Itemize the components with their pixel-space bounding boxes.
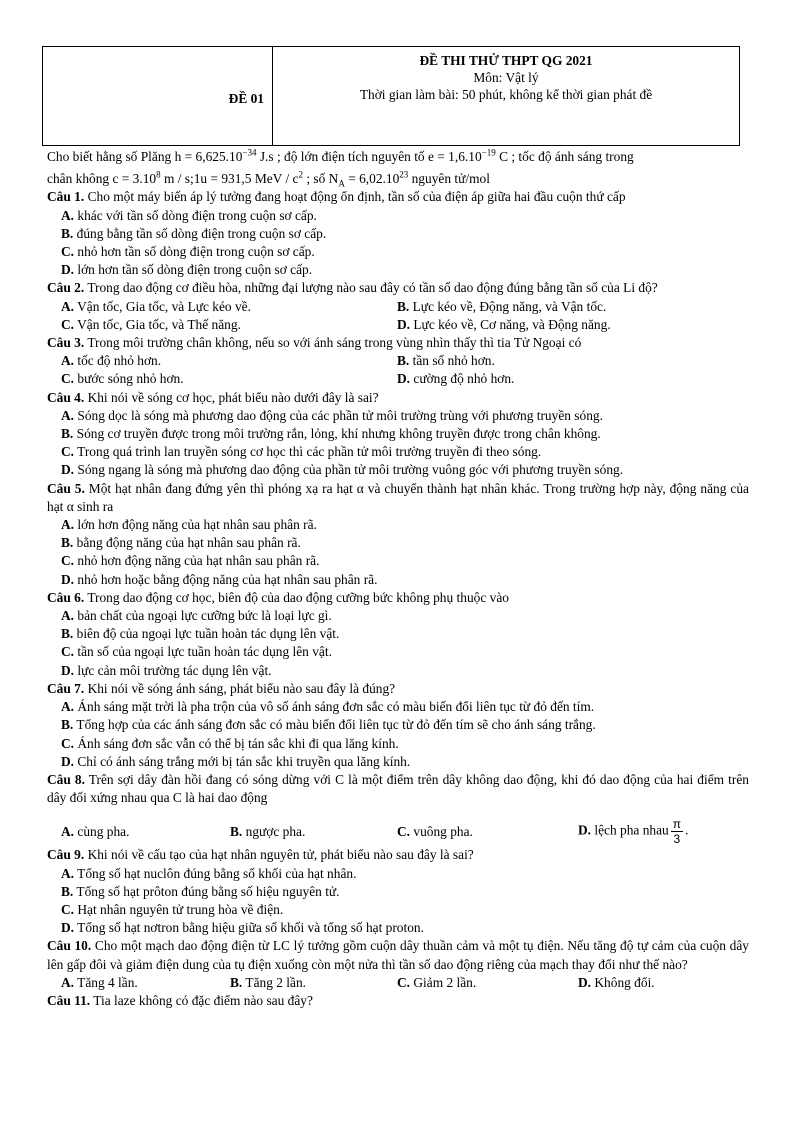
option-text: Giảm 2 lần. [410,974,477,990]
question-label: Câu 11. [47,992,91,1008]
avogadro-exp: 23 [399,169,409,180]
option-letter: A. [61,865,75,881]
option-letter: A. [61,298,75,314]
exam-subject: Môn: Vật lý [473,70,539,85]
option-row [47,207,749,225]
option-cell [397,974,578,992]
option-cell [61,316,397,334]
charge-value: e = 1,6.10 [427,149,482,164]
option-row [47,534,749,552]
answer-option[interactable] [397,824,473,839]
option-cell [397,352,733,370]
exam-time: Thời gian làm bài: 50 phút, không kể thời gian phát đề [359,87,653,102]
option-row [47,407,749,425]
elementary-charge [428,149,496,164]
exam-code: ĐỀ 01 [228,91,264,106]
option-letter: D. [578,822,592,838]
option-letter: B. [61,626,74,642]
option-letter: D. [61,571,75,587]
planck-exp: −34 [242,147,257,158]
answer-option[interactable] [61,317,241,332]
question-text: Tia laze không có đặc điểm nào sau đây? [90,992,313,1008]
constants-line-1 [47,148,749,166]
option-letter: C. [61,244,75,260]
question [47,846,749,864]
question-label: Câu 1. [47,189,85,205]
option-text: Tổng số hạt nơtron bằng hiệu giữa số khối và tổng số hạt proton. [74,920,424,936]
option-letter: D. [61,462,75,478]
option-row [47,370,749,388]
constants-text: J.s ; độ lớn điện tích nguyên tố [256,149,425,164]
option-letter: A. [61,823,75,839]
question [47,279,749,297]
option-row [47,607,749,625]
answer-option[interactable] [61,626,339,641]
option-text: tốc độ nhỏ hơn. [74,353,162,369]
question [47,334,749,352]
answer-option[interactable] [61,608,332,623]
option-cell [61,974,230,992]
option-cell [61,823,230,841]
period: . [685,822,689,838]
option-row [47,261,749,279]
option-cell [397,316,733,334]
light-speed-exp: 8 [156,169,161,180]
option-text: Sóng cơ truyền được trong môi trường rắn, lỏng, khí nhưng không truyền được trong chân không. [73,426,601,442]
answer-option[interactable] [61,553,319,568]
option-row [47,974,749,992]
c-squared-exp: 2 [298,169,303,180]
answer-option[interactable] [61,920,424,935]
answer-option[interactable] [61,262,312,277]
option-row [47,316,749,334]
option-letter: D. [397,371,411,387]
option-row [47,443,749,461]
option-cell [397,298,733,316]
option-text: Hạt nhân nguyên tử trung hòa về điện. [74,901,284,917]
option-text: Lực kéo về, Cơ năng, và Động năng. [410,316,611,332]
question-text: Khi nói về cấu tạo của hạt nhân nguyên tử, phát biểu nào sau đây là sai? [84,847,474,863]
option-row [47,625,749,643]
option-text: ngược pha. [242,823,306,839]
option-text: bước sóng nhỏ hơn. [74,371,184,387]
option-text: tần số của ngoại lực tuần hoàn tác dụng lên vật. [74,644,332,660]
option-letter: A. [61,699,75,715]
answer-option[interactable] [61,535,301,550]
option-text: đúng bằng tần số dòng điện trong cuộn sơ cấp. [73,225,327,241]
option-row [47,552,749,570]
option-text: lớn hơn tần số dòng điện trong cuộn sơ cấp. [74,262,313,278]
option-text: lực cản môi trường tác dụng lên vật. [74,662,272,678]
phase-fraction [671,817,683,846]
option-text: Tăng 4 lần. [74,974,138,990]
question-label: Câu 9. [47,847,85,863]
option-text: Tổng số hạt nuclôn đúng bằng số khối của hạt nhân. [74,865,357,881]
answer-option[interactable] [61,444,541,459]
question [47,771,749,807]
question-text: Trong môi trường chân không, nếu so với ánh sáng trong vùng nhìn thấy thì tia Tử Ngoại có [84,335,582,351]
question [47,680,749,698]
question [47,937,749,973]
option-text: Vận tốc, Gia tốc, và Lực kéo về. [74,298,251,314]
answer-option[interactable] [61,462,623,477]
answer-option[interactable] [397,975,476,990]
option-letter: C. [61,553,75,569]
charge-exp: −19 [481,147,496,158]
answer-option[interactable] [230,824,305,839]
option-letter: D. [61,262,75,278]
answer-option[interactable] [61,244,315,259]
avogadro-number [328,169,409,189]
answer-option[interactable] [578,975,655,990]
option-row [47,901,749,919]
option-cell [61,352,397,370]
light-speed [112,171,303,186]
answer-option[interactable] [61,353,161,368]
option-letter: B. [230,823,243,839]
option-row [47,698,749,716]
question-label: Câu 10. [47,938,92,954]
answer-option[interactable] [61,226,326,241]
option-row [47,298,749,316]
option-letter: C. [397,823,411,839]
question-label: Câu 2. [47,280,85,296]
option-text: tần số nhỏ hơn. [409,353,495,369]
option-letter: A. [61,407,75,423]
option-text: biên độ của ngoại lực tuần hoàn tác dụng lên vật. [73,626,340,642]
option-letter: A. [61,608,75,624]
question-label: Câu 6. [47,589,85,605]
option-letter: A. [61,353,75,369]
answer-option[interactable] [61,884,340,899]
option-cell [397,370,733,388]
answer-option[interactable] [61,517,317,532]
question-label: Câu 8. [47,771,85,787]
option-row [47,817,749,846]
answer-option[interactable] [61,824,129,839]
constants-text: chân không [47,171,110,187]
amu-value: m / s;1u = 931,5 MeV / c [160,171,299,187]
answer-option[interactable] [61,754,410,769]
answer-option[interactable] [230,975,306,990]
avogadro-value: = 6,02.10 [344,171,400,187]
exam-content [47,148,749,1010]
option-text: Không đổi. [591,974,655,990]
option-text: Tổng hợp của các ánh sáng đơn sắc có màu biến đổi liên tục từ đỏ đến tím sẽ cho ánh sáng trắng. [73,717,596,733]
constants-text: C ; tốc độ ánh sáng trong [495,149,634,164]
option-cell [61,370,397,388]
option-cell [578,817,688,846]
question-text: Trên sợi dây đàn hồi đang có sóng dừng với C là một điểm trên dây không dao động, khi đó dao động của hai điểm trên dây đối xứng nhau qua C là hai dao động [47,771,749,806]
fraction-numerator: π [672,817,682,832]
question-text: Trong dao động cơ điều hòa, những đại lượng nào sau đây có tần số dao động đúng bằng tần số của Li độ? [84,280,658,296]
exam-info-cell [273,47,739,145]
constants-text: Cho biết hằng số Plăng [47,149,172,164]
option-row [47,753,749,771]
question-text: Trong dao động cơ học, biên độ của dao động cưỡng bức không phụ thuộc vào [84,589,509,605]
option-text: Sóng dọc là sóng mà phương dao động của các phần tử môi trường trùng với phương truyền sóng. [74,407,603,423]
option-letter: C. [61,901,75,917]
option-text: Ánh sáng mặt trời là pha trộn của vô số ánh sáng đơn sắc có màu biến đổi liên tục từ đỏ đến tím. [74,699,595,715]
exam-title: ĐỀ THI THỬ THPT QG 2021 [419,53,593,68]
option-letter: D. [61,753,75,769]
constants-text: nguyên tử/mol [408,171,490,187]
question-text: Một hạt nhân đang đứng yên thì phóng xạ ra hạt α và chuyển thành hạt nhân khác. Trong trường hợp này, động năng của hạt α sinh ra [47,480,749,514]
option-text: bản chất của ngoại lực cưỡng bức là loại lực gì. [74,608,332,624]
option-letter: C. [61,444,75,460]
answer-option[interactable] [61,644,332,659]
answer-option[interactable] [61,866,356,881]
option-text: Tăng 2 lần. [242,974,306,990]
answer-option[interactable] [61,975,138,990]
option-row [47,461,749,479]
question-text: Khi nói về sóng cơ học, phát biểu nào dưới đây là sai? [84,389,379,405]
question-text: Cho một mạch dao động điện từ LC lý tưởng gồm cuộn dây thuần cảm và một tụ điện. Nếu tăng độ tự cảm của cuộn dây lên gấp đôi và giảm điện dung của tụ điện xuống còn một nửa thì tần số dao động riêng của mạch thay đổi như thế nào? [47,938,749,972]
answer-option[interactable] [61,663,272,678]
exam-header [42,46,740,146]
option-text: nhỏ hơn hoặc bằng động năng của hạt nhân sau phân rã. [74,571,378,587]
question [47,480,749,516]
option-letter: B. [61,426,74,442]
option-letter: C. [61,735,75,751]
question [47,589,749,607]
option-row [47,571,749,589]
answer-option[interactable] [61,408,603,423]
option-row [47,865,749,883]
option-row [47,352,749,370]
option-text: Tổng số hạt prôton đúng bằng số hiệu nguyên tử. [73,883,340,899]
fraction-denominator: 3 [673,832,681,847]
answer-option[interactable] [61,299,251,314]
answer-option[interactable] [397,371,514,386]
answer-option[interactable] [61,736,399,751]
answer-option[interactable] [397,299,606,314]
answer-option[interactable] [61,717,596,732]
question-text: Cho một máy biến áp lý tưởng đang hoạt động ổn định, tần số của điện áp giữa hai đầu cuộn thứ cấp [84,189,626,205]
answer-option[interactable] [61,699,594,714]
option-letter: A. [61,974,75,990]
option-text: Chỉ có ánh sáng trắng mới bị tán sắc khi truyền qua lăng kính. [74,753,411,769]
option-letter: C. [61,644,75,660]
option-row [47,662,749,680]
option-row [47,883,749,901]
question-text: Khi nói về sóng ánh sáng, phát biểu nào sau đây là đúng? [84,680,396,696]
option-text: bằng động năng của hạt nhân sau phân rã. [73,535,301,551]
answer-option[interactable] [61,426,601,441]
option-text: vuông pha. [410,823,473,839]
answer-option[interactable] [61,902,283,917]
question-label: Câu 3. [47,335,85,351]
option-letter: B. [397,298,410,314]
question [47,188,749,206]
option-text: cùng pha. [74,823,130,839]
option-letter: B. [61,225,74,241]
option-letter: B. [397,353,410,369]
planck-value: h = 6,625.10 [174,149,243,164]
option-letter: D. [61,662,75,678]
option-row [47,243,749,261]
option-text: lớn hơn động năng của hạt nhân sau phân rã. [74,517,317,533]
question [47,389,749,407]
answer-option[interactable] [397,353,495,368]
option-row [47,735,749,753]
option-text: Sóng ngang là sóng mà phương dao động của phần tử môi trường vuông góc với phương truyền sóng. [74,462,624,478]
option-letter: B. [61,717,74,733]
option-row [47,225,749,243]
option-row [47,919,749,937]
option-letter: B. [61,883,74,899]
option-letter: B. [61,535,74,551]
option-cell [230,974,397,992]
option-letter: D. [578,974,592,990]
option-text: nhỏ hơn tần số dòng điện trong cuộn sơ cấp. [74,244,315,260]
option-cell [61,298,397,316]
question-list [47,188,749,1010]
avogadro-symbol: N [328,171,339,187]
answer-option[interactable] [61,371,184,386]
light-speed-value: c = 3.10 [112,171,157,187]
question-label: Câu 5. [47,480,85,496]
question [47,992,749,1010]
option-row [47,643,749,661]
option-row [47,425,749,443]
option-letter: C. [61,371,75,387]
option-cell [397,823,578,841]
option-row [47,716,749,734]
constants-line-2 [47,170,749,188]
option-letter: C. [397,974,411,990]
option-text: Ánh sáng đơn sắc vẫn có thể bị tán sắc khi đi qua lăng kính. [74,735,399,751]
option-text: Vận tốc, Gia tốc, và Thế năng. [74,316,241,332]
option-text: Trong quá trình lan truyền sóng cơ học thì các phần tử môi trường truyền đi theo sóng. [74,444,542,460]
option-letter: B. [230,974,243,990]
answer-option[interactable] [61,208,317,223]
question-label: Câu 4. [47,389,85,405]
option-text: nhỏ hơn động năng của hạt nhân sau phân rã. [74,553,320,569]
answer-option[interactable] [578,823,669,838]
option-letter: A. [61,517,75,533]
option-letter: A. [61,207,75,223]
exam-code-cell [43,47,273,145]
answer-option[interactable] [61,572,377,587]
option-row [47,516,749,534]
option-text: Lực kéo về, Động năng, và Vận tốc. [409,298,607,314]
planck-constant [175,149,257,164]
option-letter: D. [61,920,75,936]
avogadro-sub: A [338,178,345,189]
option-cell [230,823,397,841]
option-cell [578,974,655,992]
option-text: cường độ nhỏ hơn. [410,371,515,387]
option-text: khác với tần số dòng điện trong cuộn sơ cấp. [74,207,317,223]
answer-option[interactable] [397,317,611,332]
option-letter: D. [397,316,411,332]
option-text: lệch pha nhau [591,822,669,838]
constants-text: ; số [306,171,326,187]
question-label: Câu 7. [47,680,85,696]
option-letter: C. [61,316,75,332]
